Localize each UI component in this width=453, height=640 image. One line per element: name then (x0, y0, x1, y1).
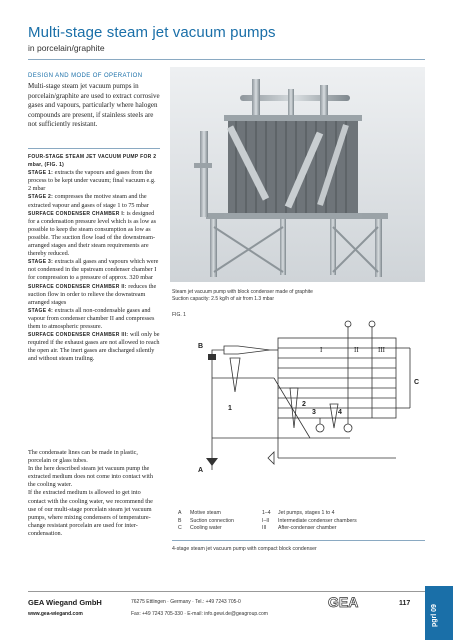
stage-item-label: STAGE 2: (28, 194, 54, 201)
closing-section (28, 449, 160, 538)
legend-right (262, 510, 357, 533)
company-name: GEA Wiegand GmbH (28, 598, 102, 607)
section-tab (425, 586, 453, 640)
photo-caption-line: Steam jet vacuum pump with block condenser made of graphite (172, 289, 313, 295)
legend-key: III (262, 525, 267, 532)
closing-paragraph: If the extracted medium is allowed to get into contact with the cooling water, we recommend the use of our multi-stage porcelain steam jet vacuum pumps, where mixing condensers of temperature-change resistant porcelain are used for inter-condensation. (28, 489, 153, 537)
stage-item (28, 169, 160, 193)
stage-item-text: compresses the motive steam and the extracted vapour and gases of stage 1 to 75 mbar (28, 193, 149, 209)
section-tab-label: pgrl 09 (431, 604, 438, 627)
legend-text: After-condenser chamber (278, 525, 337, 532)
figure-caption: 4-stage steam jet vacuum pump with compact block condenser (172, 546, 317, 552)
stage-item-text: reduces the suction flow in order to relieve the downstream arranged stages (28, 282, 157, 306)
stage-item (28, 283, 160, 307)
closing-paragraph: In the here described steam jet vacuum pump the extracted medium does not come into contact with the cooling water. (28, 465, 153, 489)
footer-divider (28, 591, 425, 592)
stage-item-label: STAGE 1: (28, 170, 54, 177)
four-stage-section (28, 153, 160, 363)
label-a: A (198, 467, 204, 474)
stage-item (28, 193, 160, 209)
legend-key: A (178, 510, 182, 516)
legend-item (262, 525, 357, 533)
stage-item (28, 307, 160, 331)
legend-item (262, 518, 357, 526)
page-number: 117 (399, 600, 411, 607)
stage-item-label: SURFACE CONDENSER CHAMBER III: (28, 332, 129, 339)
stage-item-label: STAGE 4: (28, 307, 54, 314)
four-stage-heading: FOUR-STAGE STEAM JET VACUUM PUMP FOR 2 mbar, (FIG. 1) (28, 154, 157, 169)
legend-key: I–II (262, 517, 270, 524)
photo-caption (172, 289, 422, 302)
company-contact: Fax: +49 7243 705-330 · E-mail: info.gewi.de@geagroup.com (131, 611, 268, 617)
figure-divider (172, 540, 425, 541)
header-divider (28, 59, 425, 60)
stage-item-label: SURFACE CONDENSER CHAMBER II: (28, 283, 127, 290)
label-chamber-2: II (354, 346, 359, 354)
legend-item (178, 518, 234, 526)
legend-text: Cooling water (190, 525, 222, 532)
page-title: Multi-stage steam jet vacuum pumps (28, 24, 276, 41)
equipment-photo (170, 67, 425, 282)
website-link[interactable]: www.gea-wiegand.com (28, 611, 83, 617)
stage-item-label: SURFACE CONDENSER CHAMBER I: (28, 210, 126, 217)
legend-key: B (178, 517, 182, 524)
section-heading-design: DESIGN AND MODE OF OPERATION (28, 73, 143, 79)
label-stage-2: 2 (302, 401, 306, 408)
stage-item-text: is designed for a condensation pressure level which is as low as possible to keep the steam consumption as low as possible. The suction flow load of the downstream-arranged stages and their steam requirements are thereby reduced. (28, 209, 157, 258)
legend-text: Suction connection (190, 517, 234, 524)
schematic-diagram (170, 318, 425, 490)
label-stage-1: 1 (228, 405, 232, 412)
figure-label: FIG. 1 (172, 312, 186, 318)
legend-item (262, 510, 357, 518)
legend-key: C (178, 525, 182, 532)
design-paragraph: Multi-stage steam jet vacuum pumps in porcelain/graphite are used to extract corrosive gases and vapours, particularly where halogen compounds are present, if stainless steels are not sufficiently resistant. (28, 82, 160, 129)
gea-logo (326, 594, 371, 610)
page-subtitle: in porcelain/graphite (28, 43, 105, 53)
legend-left (178, 510, 234, 533)
closing-paragraph: The condensate lines can be made in plastic, porcelain or glass tubes. (28, 449, 138, 465)
stage-item (28, 258, 160, 282)
stage-item-text: extracts the vapours and gases from the process to be kept under vacuum; final vacuum e.g. 2 mbar (28, 169, 156, 193)
legend-item (178, 510, 234, 518)
label-stage-4: 4 (338, 409, 342, 416)
legend-text: Motive steam (190, 510, 221, 516)
label-c: C (414, 379, 420, 386)
stage-item-label: STAGE 3: (28, 259, 54, 266)
stage-item (28, 331, 160, 363)
photo-caption-line: Suction capacity: 2.5 kg/h of air from 1.3 mbar (172, 295, 274, 302)
label-stage-3: 3 (312, 409, 316, 416)
legend-item (178, 525, 234, 533)
label-chamber-3: III (378, 346, 385, 354)
label-b: B (198, 343, 204, 350)
stage-item-text: will only be required if the exhaust gases are not allowed to reach the open air. The inert gases are discharged silently and without steam trailing. (28, 331, 160, 363)
section-divider (28, 148, 160, 149)
label-chamber-1: I (320, 346, 323, 354)
legend-text: Intermediate condenser chambers (278, 517, 357, 524)
logo-text: GEA (328, 594, 359, 610)
legend-key: 1–4 (262, 510, 271, 516)
stage-item-text: extracts all non-condensable gases and vapour from condenser chamber II and compresses them to atmospheric pressure. (28, 306, 155, 330)
company-address: 76275 Ettlingen · Germany · Tel.: +49 7243 705-0 (131, 599, 241, 605)
legend-text: Jet pumps, stages 1 to 4 (278, 510, 335, 516)
stage-item (28, 210, 160, 259)
stage-item-text: extracts all gases and vapours which were not condensed in the upstream condenser chamber I for compression to a pressure of approx. 320 mbar (28, 258, 159, 282)
